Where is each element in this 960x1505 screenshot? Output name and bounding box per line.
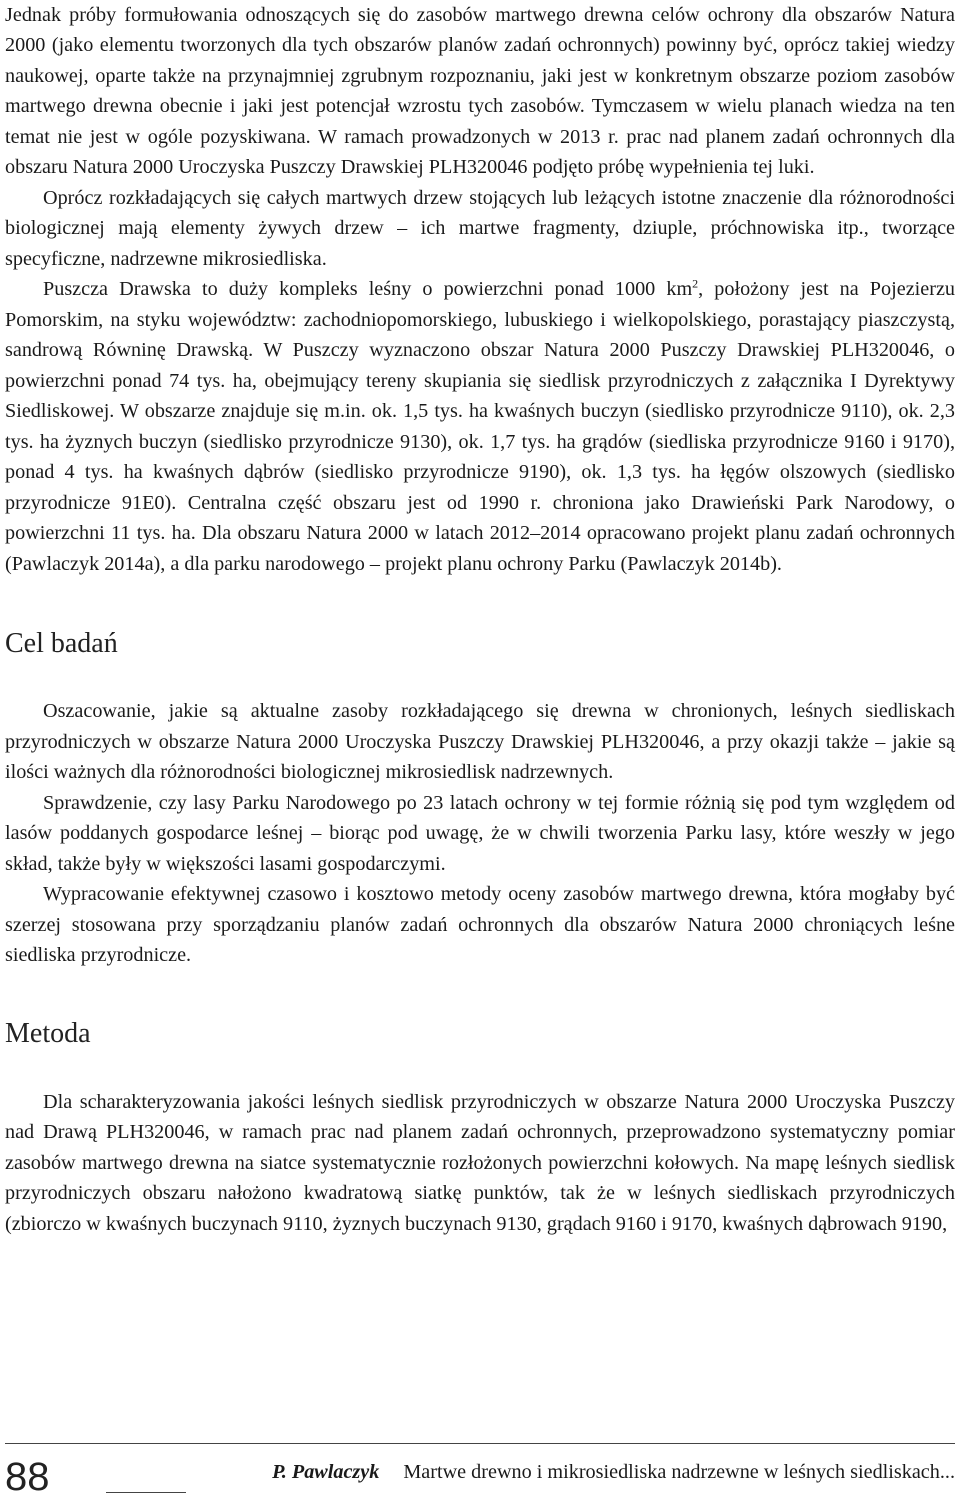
paragraph: Oprócz rozkładających się całych martwych drzew stojących lub leżących istotne znaczenie dla różnorodności biologicznej mają elementy żywych drzew – ich martwe fragmenty, dziuple, próchnowiska itp., tworzące specyficzne, nadrzewne mikrosiedliska. xyxy=(5,186,955,270)
running-title: Martwe drewno i mikrosiedliska nadrzewne w leśnych siedliskach... xyxy=(403,1461,955,1483)
paragraph: Jednak próby formułowania odnoszących się do zasobów martwego drewna celów ochrony dla obszarów Natura 2000 (jako elementu tworzonych dla tych obszarów planów zadań ochronnych) powinny być, oprócz takiej wiedzy naukowej, oparte także na przynajmniej zgrubnym rozpoznaniu, jaki jest w konkretnym obszarze poziom zasobów martwego drewna obecnie i jaki jest potencjał wzrostu tych zasobów. Tymczasem w wielu planach wiedza na ten temat nie jest w ogóle pozyskiwana. W ramach prowadzonych w 2013 r. prac nad planem zadań ochronnych dla obszaru Natura 2000 Uroczyska Puszczy Drawskiej PLH320046 podjęto próbę wypełnienia tej luki. xyxy=(5,3,955,178)
paragraph: Wypracowanie efektywnej czasowo i kosztowo metody oceny zasobów martwego drewna, która mogłaby być szerzej stosowana przy sporządzaniu planów zadań ochronnych dla obszarów Natura 2000 chroniących leśne siedliska przyrodnicze. xyxy=(5,883,955,966)
paragraph: Oszacowanie, jakie są aktualne zasoby rozkładającego się drewna w chronionych, leśnych siedliskach przyrodniczych w obszarze Natura 2000 Uroczyska Puszczy Drawskiej PLH320046, a przy okazji także – jakie są ilości ważnych dla różnorodności biologicznej mikrosiedlisk nadrzewnych. xyxy=(5,700,955,783)
page-body xyxy=(5,0,955,1239)
running-footer xyxy=(272,1459,955,1485)
paragraph-text: Puszcza Drawska to duży kompleks leśny o powierzchni ponad 1000 km xyxy=(43,278,693,300)
paragraph-text: , położony jest na Pojezierzu Pomorskim, na styku województw: zachodniopomorskiego, lubuskiego i wielkopolskiego, porastający piaszczystą, sandrową Równinę Drawską. W Puszczy wyznaczono obszar Natura 2000 Puszczy Drawskiej PLH320046, o powierzchni ponad 74 tys. ha, obejmujący tereny skupiania się siedlisk przyrodniczych z załącznika I Dyrektywy Siedliskowej. W obszarze znajduje się m.in. ok. 1,5 tys. ha kwaśnych buczyn (siedlisko przyrodnicze 9110), ok. 2,3 tys. ha żyznych buczyn (siedlisko przyrodnicze 9130), ok. 1,7 tys. ha grądów (siedliska przyrodnicze 9160 i 9170), ponad 4 tys. ha kwaśnych dąbrów (siedlisko przyrodnicze 9190), ok. 1,3 tys. ha łęgów olszowych (siedlisko przyrodnicze 91E0). Centralna część obszaru jest od 1990 r. chroniona jako Drawieński Park Narodowy, o powierzchni 11 tys. ha. Dla obszaru Natura 2000 w latach 2012–2014 opracowano projekt planu zadań ochronnych (Pawlaczyk 2014a), a dla parku narodowego – projekt planu ochrony Parku (Pawlaczyk 2014b). xyxy=(5,278,955,575)
cel-section xyxy=(5,696,955,971)
paragraph: Sprawdzenie, czy lasy Parku Narodowego po 23 latach ochrony w tej formie różnią się pod tym względem od lasów poddanych gospodarce leśnej – biorąc pod uwagę, że w chwili tworzenia Parku lasy, które weszły w jego skład, także były w większości lasami gospodarczymi. xyxy=(5,791,955,875)
metoda-section xyxy=(5,1087,955,1240)
page-number: 88 xyxy=(5,1455,50,1499)
paragraph: Dla scharakteryzowania jakości leśnych siedlisk przyrodniczych w obszarze Natura 2000 Uroczyska Puszczy nad Drawą PLH320046, w ramach prac nad planem zadań ochronnych, przeprowadzono systematyczny pomiar zasobów martwego drewna na siatce systematycznie rozłożonych powierzchni kołowych. Na mapę leśnych siedlisk przyrodniczych obszaru nałożono kwadratową siatkę punktów, tak że w leśnych siedliskach przyrodniczych (zbiorczo w kwaśnych buczynach 9110, żyznych buczynach 9130, grądach 9160 i 9170, kwaśnych dąbrowach 9190, xyxy=(5,1090,955,1235)
running-author: P. Pawlaczyk xyxy=(272,1461,380,1483)
section-heading-metoda: Metoda xyxy=(5,1017,91,1049)
section-heading-cel: Cel badań xyxy=(5,628,118,659)
paragraph-puszcza xyxy=(5,274,955,579)
intro-section xyxy=(5,0,955,579)
footer-underline xyxy=(106,1492,186,1493)
superscript: 2 xyxy=(692,276,699,291)
footer-divider xyxy=(5,1443,955,1444)
